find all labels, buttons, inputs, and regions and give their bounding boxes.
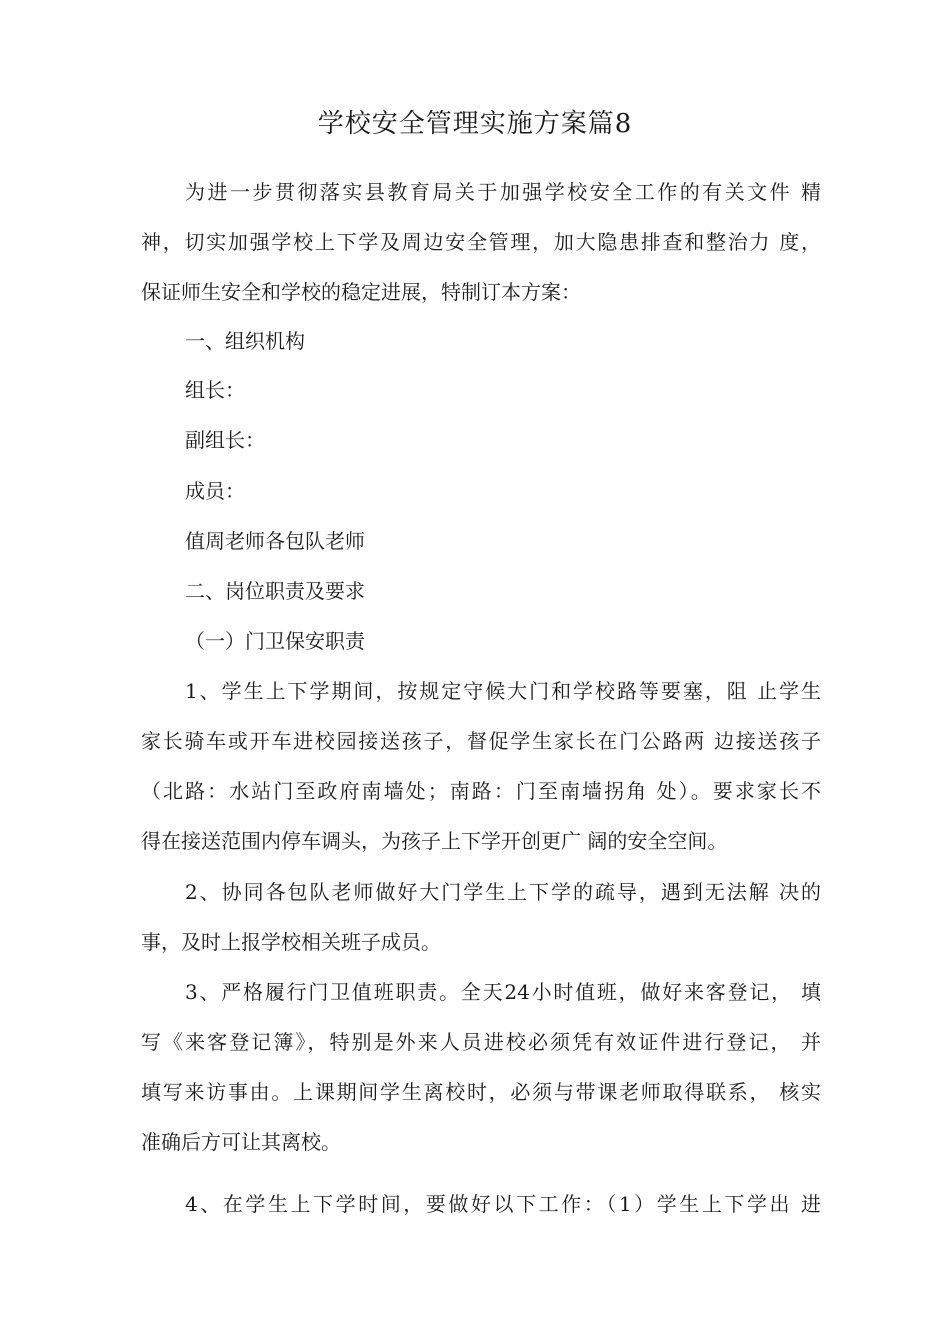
paragraph-line: 1、学生上下学期间，按规定守候大门和学校路等要塞，阻 止学生: [185, 679, 821, 703]
section-heading: 一、组织机构: [185, 329, 305, 353]
document-title: 学校安全管理实施方案篇8: [317, 109, 633, 139]
paragraph-line: 值周老师各包队老师: [185, 529, 365, 553]
paragraph-line: 组长：: [185, 378, 245, 402]
paragraph-line: 准确后方可让其离校。: [141, 1130, 341, 1154]
paragraph-line: 保证师生安全和学校的稳定进展，特制订本方案：: [141, 280, 581, 304]
paragraph-line: 副组长：: [185, 428, 265, 452]
paragraph-line: 3、严格履行门卫值班职责。全天24小时值班，做好来客登记， 填: [185, 980, 821, 1004]
paragraph-line: 家长骑车或开车进校园接送孩子，督促学生家长在门公路两 边接送孩子: [141, 729, 821, 753]
paragraph-line: 为进一步贯彻落实县教育局关于加强学校安全工作的有关文件 精: [185, 180, 821, 204]
paragraph-line: 得在接送范围内停车调头，为孩子上下学开创更广 阔的安全空间。: [141, 829, 728, 853]
paragraph-line: 写《来客登记簿》，特别是外来人员进校必须凭有效证件进行登记， 并: [141, 1030, 821, 1054]
paragraph-line: 2、协同各包队老师做好大门学生上下学的疏导，遇到无法解 决的: [185, 880, 821, 904]
paragraph-line: 4、在学生上下学时间，要做好以下工作：（1）学生上下学出 进: [185, 1192, 821, 1216]
paragraph-line: 成员：: [185, 479, 245, 503]
paragraph-line: 神，切实加强学校上下学及周边安全管理，加大隐患排查和整治力 度，: [141, 230, 821, 254]
subsection-heading: （一）门卫保安职责: [185, 629, 365, 653]
paragraph-line: 事，及时上报学校相关班子成员。: [141, 930, 441, 954]
paragraph-line: （北路：水站门至政府南墙处；南路：门至南墙拐角 处）。要求家长不: [141, 779, 821, 803]
paragraph-line: 填写来访事由。上课期间学生离校时，必须与带课老师取得联系， 核实: [141, 1080, 821, 1104]
section-heading: 二、岗位职责及要求: [185, 579, 365, 603]
